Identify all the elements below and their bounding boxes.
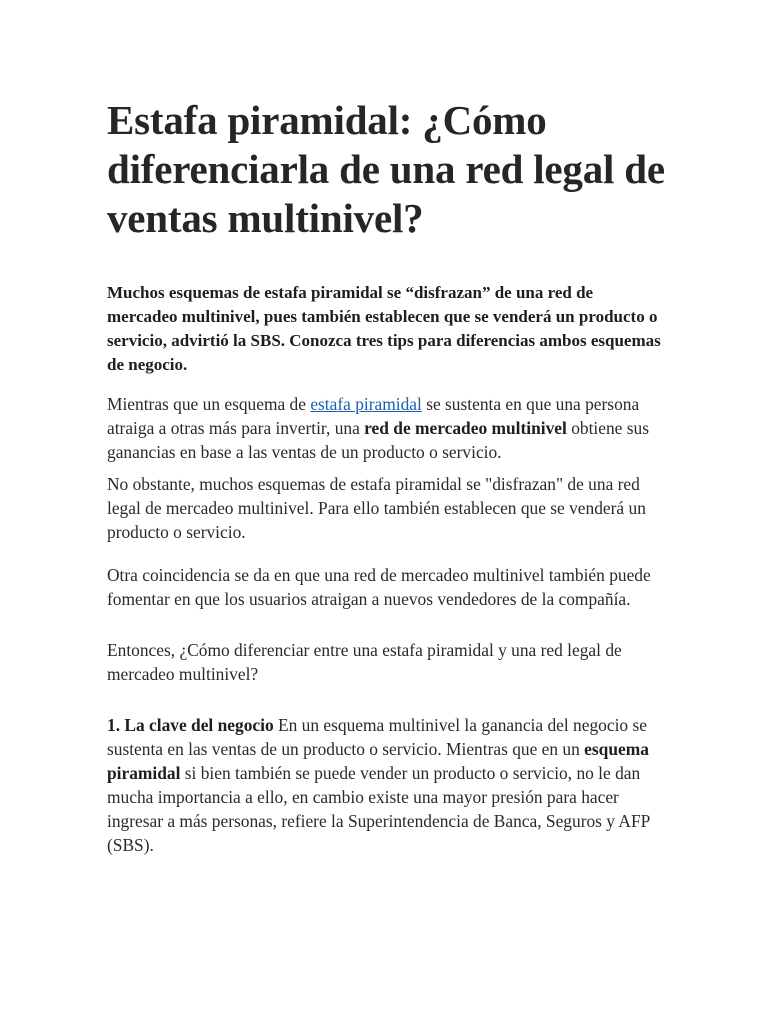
article	[107, 96, 667, 857]
estafa-piramidal-link[interactable]: estafa piramidal	[310, 394, 422, 414]
article-title: Estafa piramidal: ¿Cómo diferenciarla de una red legal de ventas multinivel?	[107, 97, 665, 241]
paragraph-1-bold: red de mercadeo multinivel	[364, 418, 567, 438]
paragraph-1-text-b: se sustenta en que una persona atraiga a otras más para invertir, una	[107, 394, 640, 438]
paragraph-4: Entonces, ¿Cómo diferenciar entre una estafa piramidal y una red legal de mercadeo multinivel?	[107, 640, 622, 684]
paragraph-5-text-a: En un esquema multinivel la ganancia del negocio se sustenta en las ventas de un producto o servicio. Mientras que en un	[107, 715, 647, 759]
article-lead: Muchos esquemas de estafa piramidal se “disfrazan” de una red de mercadeo multinivel, pues también establecen que se venderá un producto o servicio, advirtió la SBS. Conozca tres tips para diferencias ambos esquemas de negocio.	[107, 283, 661, 374]
paragraph-3: Otra coincidencia se da en que una red de mercadeo multinivel también puede fomentar en que los usuarios atraigan a nuevos vendedores de la compañía.	[107, 565, 651, 609]
paragraph-5-bold: esquema piramidal	[107, 739, 649, 783]
paragraph-5	[107, 713, 667, 857]
paragraph-2: No obstante, muchos esquemas de estafa piramidal se "disfrazan" de una red legal de mercadeo multinivel. Para ello también establecen que se venderá un producto o servicio.	[107, 474, 646, 542]
paragraph-1	[107, 392, 667, 464]
paragraph-1-text-a: Mientras que un esquema de	[107, 394, 311, 414]
section-heading-clave: 1. La clave del negocio	[107, 715, 274, 735]
paragraph-1-text-c: obtiene sus ganancias en base a las ventas de un producto o servicio.	[107, 418, 649, 462]
paragraph-5-text-b: si bien también se puede vender un producto o servicio, no le dan mucha importancia a ello, en cambio existe una mayor presión para hacer ingresar a más personas, refiere la Superintendencia de Banca, Seguros y AFP (SBS).	[107, 763, 650, 855]
